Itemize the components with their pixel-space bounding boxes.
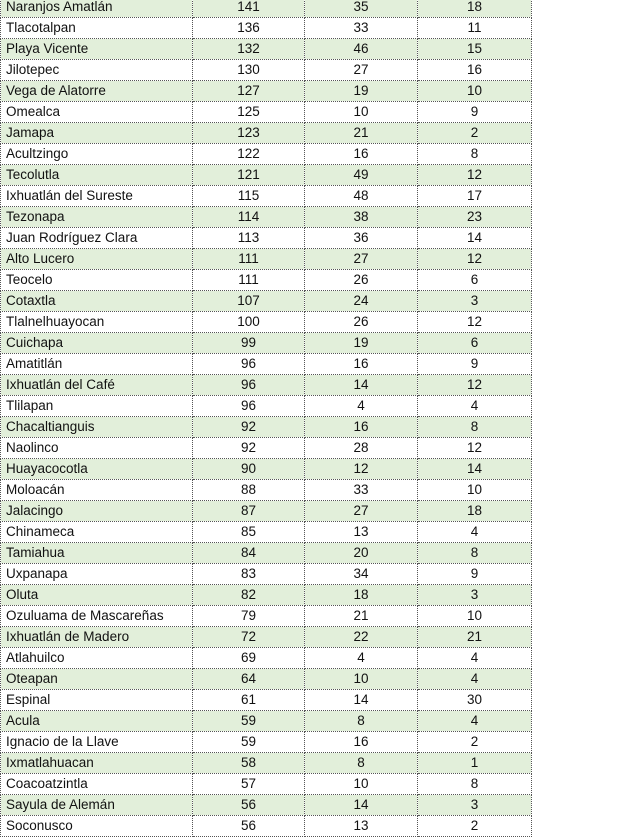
table-row bbox=[1, 186, 532, 207]
value-1-cell: 59 bbox=[193, 711, 305, 732]
value-2-cell: 16 bbox=[305, 144, 418, 165]
table-row bbox=[1, 102, 532, 123]
value-3-cell: 3 bbox=[418, 585, 532, 606]
value-1-cell: 125 bbox=[193, 102, 305, 123]
value-3-cell: 10 bbox=[418, 480, 532, 501]
value-3-cell: 10 bbox=[418, 81, 532, 102]
municipality-cell: Tlilapan bbox=[1, 396, 193, 417]
table-row bbox=[1, 438, 532, 459]
table-row bbox=[1, 333, 532, 354]
table-row bbox=[1, 312, 532, 333]
value-3-cell: 23 bbox=[418, 207, 532, 228]
value-1-cell: 96 bbox=[193, 396, 305, 417]
value-1-cell: 115 bbox=[193, 186, 305, 207]
value-3-cell: 17 bbox=[418, 186, 532, 207]
value-3-cell: 10 bbox=[418, 606, 532, 627]
value-1-cell: 82 bbox=[193, 585, 305, 606]
value-2-cell: 16 bbox=[305, 417, 418, 438]
value-2-cell: 28 bbox=[305, 438, 418, 459]
value-1-cell: 56 bbox=[193, 795, 305, 816]
value-1-cell: 100 bbox=[193, 312, 305, 333]
value-1-cell: 96 bbox=[193, 375, 305, 396]
value-3-cell: 8 bbox=[418, 144, 532, 165]
value-1-cell: 92 bbox=[193, 438, 305, 459]
table-row bbox=[1, 774, 532, 795]
value-1-cell: 130 bbox=[193, 60, 305, 81]
value-3-cell: 12 bbox=[418, 312, 532, 333]
municipality-cell: Jalacingo bbox=[1, 501, 193, 522]
municipality-cell: Sayula de Alemán bbox=[1, 795, 193, 816]
value-2-cell: 20 bbox=[305, 543, 418, 564]
value-1-cell: 113 bbox=[193, 228, 305, 249]
value-2-cell: 10 bbox=[305, 669, 418, 690]
value-2-cell: 27 bbox=[305, 60, 418, 81]
table-row bbox=[1, 123, 532, 144]
table-row bbox=[1, 0, 532, 18]
table-row bbox=[1, 564, 532, 585]
value-2-cell: 4 bbox=[305, 648, 418, 669]
value-1-cell: 123 bbox=[193, 123, 305, 144]
value-2-cell: 19 bbox=[305, 333, 418, 354]
value-1-cell: 121 bbox=[193, 165, 305, 186]
value-3-cell: 18 bbox=[418, 501, 532, 522]
value-3-cell: 12 bbox=[418, 249, 532, 270]
value-3-cell: 12 bbox=[418, 438, 532, 459]
value-2-cell: 18 bbox=[305, 585, 418, 606]
municipality-cell: Ixhuatlán del Sureste bbox=[1, 186, 193, 207]
value-1-cell: 141 bbox=[193, 0, 305, 18]
municipality-cell: Playa Vicente bbox=[1, 39, 193, 60]
value-2-cell: 36 bbox=[305, 228, 418, 249]
municipality-cell: Espinal bbox=[1, 690, 193, 711]
value-3-cell: 15 bbox=[418, 39, 532, 60]
value-1-cell: 127 bbox=[193, 81, 305, 102]
value-2-cell: 4 bbox=[305, 396, 418, 417]
municipality-cell: Tlacotalpan bbox=[1, 18, 193, 39]
value-2-cell: 33 bbox=[305, 480, 418, 501]
value-3-cell: 8 bbox=[418, 543, 532, 564]
value-3-cell: 12 bbox=[418, 375, 532, 396]
table-row bbox=[1, 648, 532, 669]
value-1-cell: 114 bbox=[193, 207, 305, 228]
value-1-cell: 61 bbox=[193, 690, 305, 711]
value-3-cell: 14 bbox=[418, 228, 532, 249]
value-2-cell: 21 bbox=[305, 123, 418, 144]
table-row bbox=[1, 606, 532, 627]
value-3-cell: 9 bbox=[418, 354, 532, 375]
municipality-cell: Ixmatlahuacan bbox=[1, 753, 193, 774]
value-2-cell: 13 bbox=[305, 522, 418, 543]
value-3-cell: 9 bbox=[418, 102, 532, 123]
table-row bbox=[1, 522, 532, 543]
municipality-cell: Moloacán bbox=[1, 480, 193, 501]
value-3-cell: 2 bbox=[418, 123, 532, 144]
value-1-cell: 57 bbox=[193, 774, 305, 795]
municipality-cell: Chacaltianguis bbox=[1, 417, 193, 438]
municipality-cell: Alto Lucero bbox=[1, 249, 193, 270]
municipality-cell: Juan Rodríguez Clara bbox=[1, 228, 193, 249]
municipality-cell: Ozuluama de Mascareñas bbox=[1, 606, 193, 627]
value-1-cell: 59 bbox=[193, 732, 305, 753]
municipality-cell: Jilotepec bbox=[1, 60, 193, 81]
value-2-cell: 10 bbox=[305, 102, 418, 123]
municipality-cell: Ignacio de la Llave bbox=[1, 732, 193, 753]
municipality-cell: Oteapan bbox=[1, 669, 193, 690]
municipality-cell: Acultzingo bbox=[1, 144, 193, 165]
value-1-cell: 64 bbox=[193, 669, 305, 690]
value-2-cell: 10 bbox=[305, 774, 418, 795]
value-2-cell: 34 bbox=[305, 564, 418, 585]
municipality-cell: Naranjos Amatlán bbox=[1, 0, 193, 18]
value-2-cell: 27 bbox=[305, 501, 418, 522]
table-row bbox=[1, 165, 532, 186]
value-1-cell: 122 bbox=[193, 144, 305, 165]
table-row bbox=[1, 543, 532, 564]
table-row bbox=[1, 669, 532, 690]
value-3-cell: 11 bbox=[418, 18, 532, 39]
table-row bbox=[1, 144, 532, 165]
municipality-cell: Tezonapa bbox=[1, 207, 193, 228]
value-3-cell: 8 bbox=[418, 774, 532, 795]
value-3-cell: 1 bbox=[418, 753, 532, 774]
municipality-cell: Uxpanapa bbox=[1, 564, 193, 585]
value-2-cell: 49 bbox=[305, 165, 418, 186]
table-row bbox=[1, 249, 532, 270]
table-row bbox=[1, 396, 532, 417]
municipality-cell: Acula bbox=[1, 711, 193, 732]
municipality-cell: Cotaxtla bbox=[1, 291, 193, 312]
table-row bbox=[1, 816, 532, 837]
value-2-cell: 13 bbox=[305, 816, 418, 837]
value-3-cell: 16 bbox=[418, 60, 532, 81]
value-2-cell: 14 bbox=[305, 690, 418, 711]
value-3-cell: 8 bbox=[418, 417, 532, 438]
table-row bbox=[1, 18, 532, 39]
value-3-cell: 9 bbox=[418, 564, 532, 585]
table-row bbox=[1, 690, 532, 711]
value-3-cell: 2 bbox=[418, 816, 532, 837]
table-body bbox=[1, 0, 532, 837]
table-row bbox=[1, 39, 532, 60]
municipality-cell: Ixhuatlán de Madero bbox=[1, 627, 193, 648]
municipality-cell: Vega de Alatorre bbox=[1, 81, 193, 102]
municipality-cell: Ixhuatlán del Café bbox=[1, 375, 193, 396]
table-row bbox=[1, 270, 532, 291]
table-row bbox=[1, 375, 532, 396]
value-2-cell: 33 bbox=[305, 18, 418, 39]
table-row bbox=[1, 81, 532, 102]
value-2-cell: 14 bbox=[305, 375, 418, 396]
table-row bbox=[1, 585, 532, 606]
value-1-cell: 84 bbox=[193, 543, 305, 564]
table-row bbox=[1, 459, 532, 480]
table-row bbox=[1, 795, 532, 816]
value-1-cell: 58 bbox=[193, 753, 305, 774]
value-1-cell: 96 bbox=[193, 354, 305, 375]
value-1-cell: 90 bbox=[193, 459, 305, 480]
value-3-cell: 21 bbox=[418, 627, 532, 648]
value-1-cell: 132 bbox=[193, 39, 305, 60]
value-1-cell: 92 bbox=[193, 417, 305, 438]
value-2-cell: 14 bbox=[305, 795, 418, 816]
table-row bbox=[1, 627, 532, 648]
value-2-cell: 16 bbox=[305, 732, 418, 753]
value-2-cell: 24 bbox=[305, 291, 418, 312]
table-row bbox=[1, 753, 532, 774]
value-3-cell: 30 bbox=[418, 690, 532, 711]
value-1-cell: 88 bbox=[193, 480, 305, 501]
value-2-cell: 19 bbox=[305, 81, 418, 102]
municipality-cell: Teocelo bbox=[1, 270, 193, 291]
table-row bbox=[1, 732, 532, 753]
municipality-cell: Jamapa bbox=[1, 123, 193, 144]
value-2-cell: 46 bbox=[305, 39, 418, 60]
value-3-cell: 6 bbox=[418, 270, 532, 291]
value-3-cell: 3 bbox=[418, 291, 532, 312]
value-3-cell: 18 bbox=[418, 0, 532, 18]
value-1-cell: 56 bbox=[193, 816, 305, 837]
table-row bbox=[1, 291, 532, 312]
municipality-cell: Chinameca bbox=[1, 522, 193, 543]
table-row bbox=[1, 417, 532, 438]
value-3-cell: 12 bbox=[418, 165, 532, 186]
table-row bbox=[1, 480, 532, 501]
table-row bbox=[1, 354, 532, 375]
value-1-cell: 72 bbox=[193, 627, 305, 648]
value-3-cell: 6 bbox=[418, 333, 532, 354]
value-1-cell: 85 bbox=[193, 522, 305, 543]
municipality-cell: Omealca bbox=[1, 102, 193, 123]
value-1-cell: 99 bbox=[193, 333, 305, 354]
value-1-cell: 107 bbox=[193, 291, 305, 312]
table-row bbox=[1, 228, 532, 249]
value-2-cell: 35 bbox=[305, 0, 418, 18]
municipality-cell: Tlalnelhuayocan bbox=[1, 312, 193, 333]
municipality-cell: Oluta bbox=[1, 585, 193, 606]
value-2-cell: 26 bbox=[305, 312, 418, 333]
municipality-cell: Coacoatzintla bbox=[1, 774, 193, 795]
table-row bbox=[1, 711, 532, 732]
table-row bbox=[1, 207, 532, 228]
value-1-cell: 136 bbox=[193, 18, 305, 39]
value-1-cell: 111 bbox=[193, 249, 305, 270]
value-3-cell: 4 bbox=[418, 396, 532, 417]
value-3-cell: 3 bbox=[418, 795, 532, 816]
municipality-cell: Cuichapa bbox=[1, 333, 193, 354]
municipality-cell: Amatitlán bbox=[1, 354, 193, 375]
value-3-cell: 4 bbox=[418, 711, 532, 732]
municipality-cell: Tecolutla bbox=[1, 165, 193, 186]
value-1-cell: 69 bbox=[193, 648, 305, 669]
value-2-cell: 38 bbox=[305, 207, 418, 228]
value-1-cell: 87 bbox=[193, 501, 305, 522]
value-2-cell: 27 bbox=[305, 249, 418, 270]
value-2-cell: 12 bbox=[305, 459, 418, 480]
value-3-cell: 14 bbox=[418, 459, 532, 480]
table-row bbox=[1, 501, 532, 522]
value-2-cell: 16 bbox=[305, 354, 418, 375]
table-row bbox=[1, 60, 532, 81]
municipality-cell: Atlahuilco bbox=[1, 648, 193, 669]
value-3-cell: 4 bbox=[418, 522, 532, 543]
value-3-cell: 2 bbox=[418, 732, 532, 753]
value-3-cell: 4 bbox=[418, 648, 532, 669]
value-2-cell: 26 bbox=[305, 270, 418, 291]
value-3-cell: 4 bbox=[418, 669, 532, 690]
value-2-cell: 48 bbox=[305, 186, 418, 207]
municipality-cell: Soconusco bbox=[1, 816, 193, 837]
value-2-cell: 21 bbox=[305, 606, 418, 627]
municipality-cell: Huayacocotla bbox=[1, 459, 193, 480]
value-2-cell: 8 bbox=[305, 753, 418, 774]
value-2-cell: 22 bbox=[305, 627, 418, 648]
municipality-cell: Naolinco bbox=[1, 438, 193, 459]
municipality-cell: Tamiahua bbox=[1, 543, 193, 564]
value-1-cell: 111 bbox=[193, 270, 305, 291]
value-1-cell: 79 bbox=[193, 606, 305, 627]
value-2-cell: 8 bbox=[305, 711, 418, 732]
value-1-cell: 83 bbox=[193, 564, 305, 585]
